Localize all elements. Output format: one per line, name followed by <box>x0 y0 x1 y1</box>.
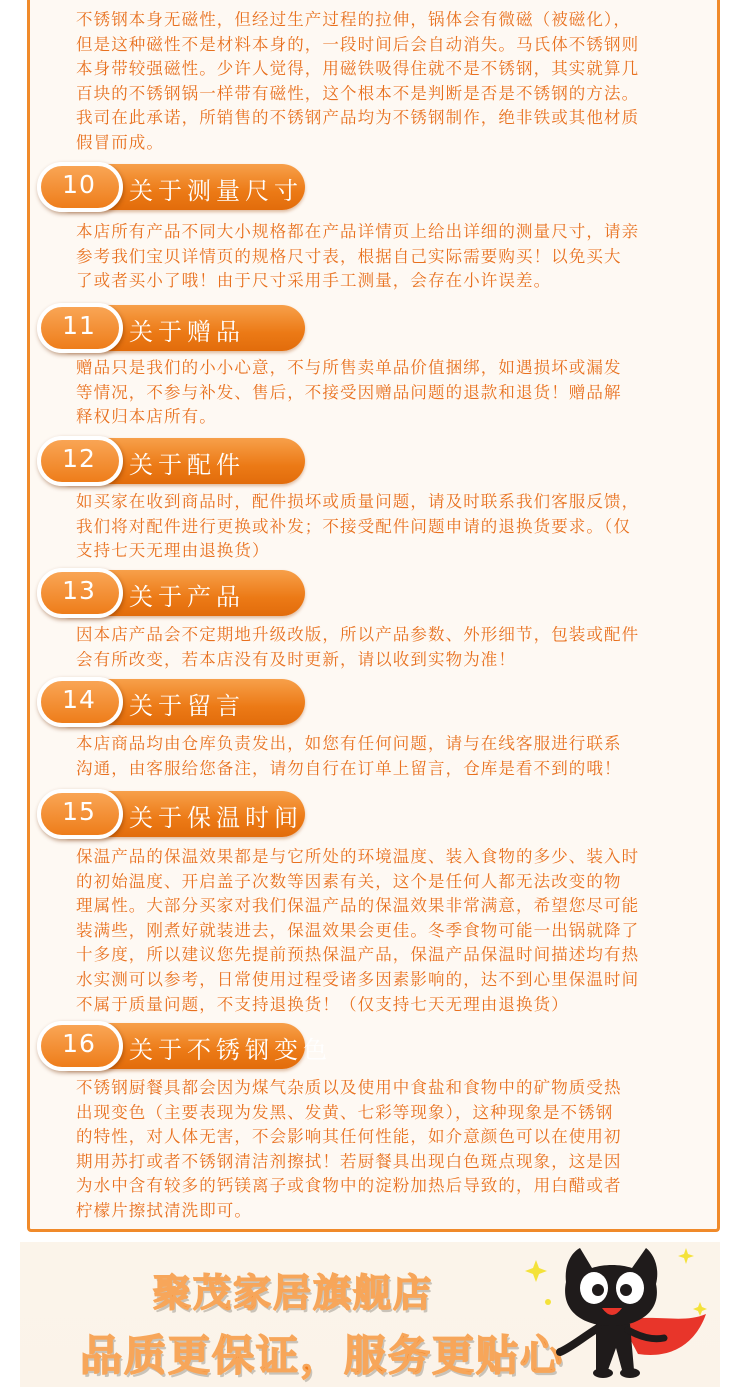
section-body-14: 本店商品均由仓库负责发出，如您有任何问题，请与在线客服进行联系 沟通，由客服给您备注，请勿自行在订单上留言，仓库是看不到的哦！ <box>76 734 622 778</box>
section-body-16: 不锈钢厨餐具都会因为煤气杂质以及使用中食盐和食物中的矿物质受热 出现变色（主要表现为发黑、发黄、七彩等现象），这种现象是不锈钢 的特性，对人体无害，不会影响其任何性能，如介意颜色可以在使用初 期用苏打或者不锈钢清洁剂擦拭！若厨餐具出现白色斑点现象，这是因 为水中含有较多的钙镁离子或食物中的淀粉加热后导致的，用白醋或者 柠檬片擦拭清洗即可。 <box>76 1078 622 1220</box>
section-banner-14 <box>37 675 307 731</box>
tmall-cat-mascot-icon <box>508 1242 718 1387</box>
section-title: 关于不锈钢变色 <box>129 1036 332 1064</box>
store-slogan: 品质更保证，服务更贴心 <box>80 1331 565 1380</box>
section-body-11: 赠品只是我们的小小心意，不与所售卖单品价值捆绑，如遇损坏或漏发 等情况，不参与补发、售后，不接受因赠品问题的退款和退货！赠品解 释权归本店所有。 <box>76 358 622 427</box>
section-number: 15 <box>62 797 96 826</box>
section-body-15: 保温产品的保温效果都是与它所处的环境温度、装入食物的多少、装入时 的初始温度、开启盖子次数等因素有关，这个是任何人都无法改变的物 理属性。大部分买家对我们保温产品的保温效果非常满意，希望您尽可能 装满些，刚煮好就装进去，保温效果会更佳。冬季食物可能一出锅就降了 十多度，所以建议您先提前预热保温产品，保温产品保温时间描述均有热 水实测可以参考，日常使用过程受诸多因素影响的，达不到心里保温时间 不属于质量问题，不支持退换货！（仅支持七天无理由退换货） <box>76 847 640 1014</box>
section-title: 关于产品 <box>129 583 245 611</box>
section-number: 10 <box>62 170 96 199</box>
section-banner-10 <box>37 160 307 216</box>
section-body-12: 如买家在收到商品时，配件损坏或质量问题，请及时联系我们客服反馈， 我们将对配件进行更换或补发；不接受配件问题申请的退换货要求。（仅 支持七天无理由退换货） <box>76 492 640 561</box>
store-name: 聚茂家居旗舰店 <box>153 1271 434 1315</box>
section-number: 12 <box>62 444 96 473</box>
section-banner-16 <box>37 1019 332 1075</box>
section-title: 关于赠品 <box>129 318 245 346</box>
section-title: 关于保温时间 <box>129 804 303 832</box>
section-number: 16 <box>62 1029 96 1058</box>
section-number: 13 <box>62 576 96 605</box>
footer-banner <box>20 1242 720 1387</box>
section-body-13: 因本店产品会不定期地升级改版，所以产品参数、外形细节，包装或配件 会有所改变，若本店没有及时更新，请以收到实物为准！ <box>76 625 640 669</box>
section-banner-13 <box>37 566 307 622</box>
section-title: 关于留言 <box>129 692 245 720</box>
section-banner-12 <box>37 434 307 490</box>
section-title: 关于配件 <box>129 451 245 479</box>
intro-paragraph: 不锈钢本身无磁性，但经过生产过程的拉伸，锅体会有微磁（被磁化）， 但是这种磁性不是材料本身的，一段时间后会自动消失。马氏体不锈钢则 本身带较强磁性。少许人觉得，用磁铁吸得住就不是不锈钢，其实就算几 百块的不锈钢锅一样带有磁性，这个根本不是判断是否是不锈钢的方法。 我司在此承诺，所销售的不锈钢产品均为不锈钢制作，绝非铁或其他材质 假冒而成。 <box>76 10 640 152</box>
section-body-10: 本店所有产品不同大小规格都在产品详情页上给出详细的测量尺寸，请亲 参考我们宝贝详情页的规格尺寸表，根据自己实际需要购买！以免买大 了或者买小了哦！由于尺寸采用手工测量，会存在小许误差。 <box>76 222 640 291</box>
section-number: 11 <box>62 311 96 340</box>
section-number: 14 <box>62 685 96 714</box>
section-title: 关于测量尺寸 <box>129 177 303 205</box>
section-banner-11 <box>37 301 307 357</box>
section-banner-15 <box>37 787 307 843</box>
